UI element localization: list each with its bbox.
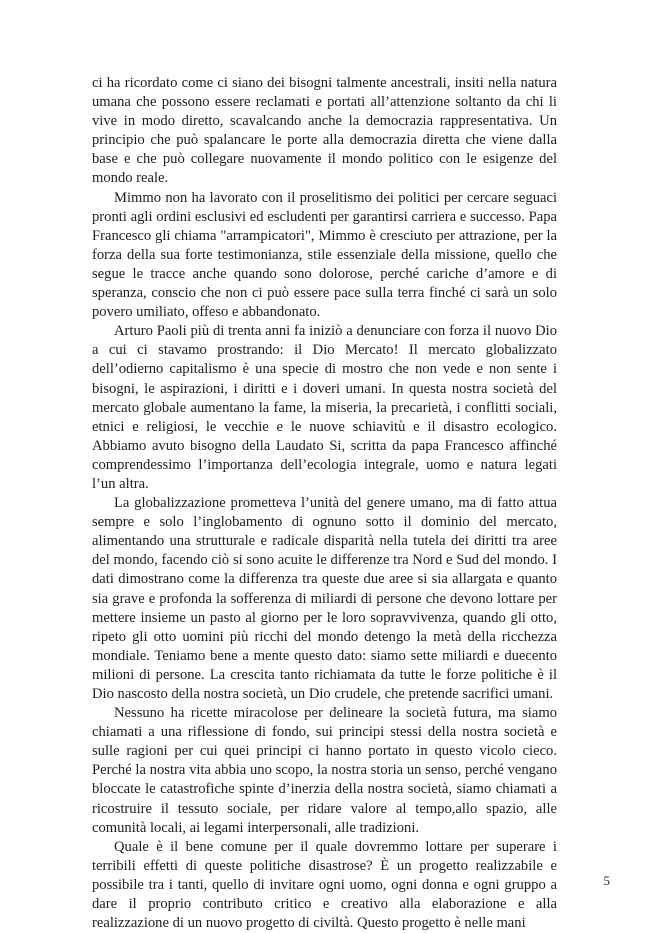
paragraph-6: Quale è il bene comune per il quale dovremmo lottare per superare i terribili effetti di queste politiche disastrose? È un progetto realizzabile e possibile tra i tanti, quello di invitare ogni uomo, ogni donna e ogni gruppo a dare il proprio contributo critico e creativo alla elaborazione e alla realizzazione di un nuovo progetto di civiltà. Questo progetto è nelle mani — [92, 838, 557, 932]
page-body — [92, 74, 557, 933]
paragraph-3: Arturo Paoli più di trenta anni fa iniziò a denunciare con forza il nuovo Dio a cui ci stavamo prostrando: il Dio Mercato! Il mercato globalizzato dell’odierno capitalismo è una specie di mostro che non vede e non sente i bisogni, le aspirazioni, i diritti e i doveri umani. In questa nostra società del mercato globale aumentano la fame, la miseria, la precarietà, i conflitti sociali, etnici e religiosi, le vecchie e le nuove schiavitù e il disastro ecologico. Abbiamo avuto bisogno della Laudato Si, scritta da papa Francesco affinché comprendessimo l’importanza dell’ecologia integrale, uomo e natura legati l’un altra. — [92, 323, 557, 492]
paragraph-4: La globalizzazione prometteva l’unità del genere umano, ma di fatto attua sempre e solo l’inglobamento di ognuno sotto il dominio del mercato, alimentando una strutturale e radicale disparità nella tutela dei diritti tra aree del mondo, facendo ciò si sono acuite le differenze tra Nord e Sud del mondo. I dati dimostrano come la differenza tra queste due aree si sia allargata e quanto sia grave e profonda la sofferenza di miliardi di persone che devono lottare per mettere insieme un pasto al giorno per le loro sopravvivenza, quando gli otto, ripeto gli otto uomini più ricchi del mondo detengo la metà della ricchezza mondiale. Teniamo bene a mente questo dato: siamo sette miliardi e duecento milioni di persone. La crescita tanto richiamata da tutte le forze politiche è il Dio nascosto della nostra società, un Dio crudele, che pretende sacrifici umani. — [92, 495, 557, 702]
paragraph-1: ci ha ricordato come ci siano dei bisogni talmente ancestrali, insiti nella natura umana che possono essere reclamati e portati all’attenzione soltanto da chi li vive in modo diretto, scavalcando anche la democrazia rappresentativa. Un principio che può spalancare le porte alla democrazia diretta che viene dalla base e che può collegare nuovamente il mondo politico con le esigenze del mondo reale. — [92, 75, 557, 187]
paragraph-2: Mimmo non ha lavorato con il proselitismo dei politici per cercare seguaci pronti agli ordini esclusivi ed escludenti per garantirsi carriera e successo. Papa Francesco gli chiama "arrampicatori", Mimmo è cresciuto per attrazione, per la forza della sua forte testimonianza, stile essenziale della missione, quello che segue le tracce anche quando sono dolorose, perché cariche d’amore e di speranza, conscio che non ci può essere pace sulla terra finché ci sarà un solo povero umiliato, offeso e abbandonato. — [92, 189, 557, 321]
paragraph-5: Nessuno ha ricette miracolose per delineare la società futura, ma siamo chiamati a una riflessione di fondo, sui principi stessi della nostra società e sulle ragioni per cui quei principi ci hanno portato in questo vicolo cieco. Perché la nostra vita abbia uno scopo, la nostra storia un senso, perché vengano bloccate le catastrofiche spinte d’inerzia della nostra società, siamo chiamati a ricostruire il tessuto sociale, per ridare valore al tempo,allo spazio, alle comunità locali, ai legami interpersonali, alle tradizioni. — [92, 705, 557, 836]
page-number: 5 — [603, 873, 610, 888]
